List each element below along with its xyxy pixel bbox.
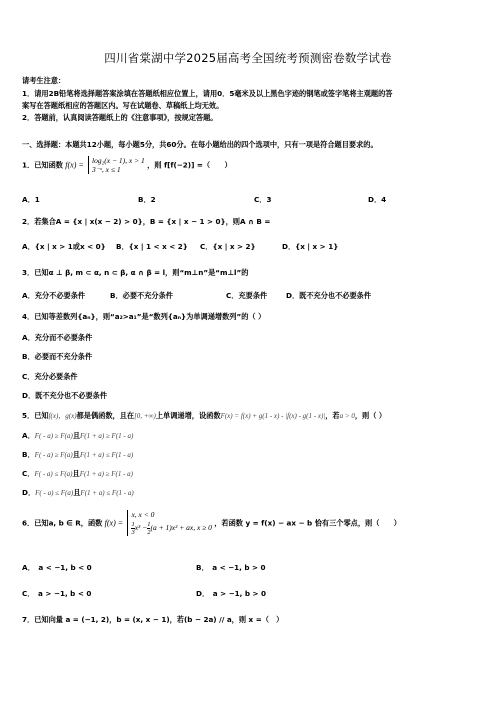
q6-frac1-den: 3	[131, 529, 135, 536]
q2-option-d[interactable]: D．{x | x > 1}	[282, 242, 339, 251]
q6-prefix: 6．已知a, b ∈ R，函数	[22, 518, 103, 528]
q5-option-a[interactable]	[22, 431, 133, 441]
q5-stem-g: ，若	[325, 411, 340, 420]
q3-option-b[interactable]: B．必要不充分条件	[110, 291, 173, 300]
question-5	[22, 411, 386, 421]
q5-option-d-label: D．	[22, 488, 36, 497]
q5-option-b-label: B．	[22, 450, 35, 459]
q6-option-d[interactable]: D． a > −1, b > 0	[196, 589, 267, 598]
q5-stem-h: a > 0	[339, 412, 355, 420]
q5-option-b-part2: F(1 + a) ≤ F(1 - a)	[79, 451, 134, 459]
q3-option-d[interactable]: D．既不充分也不必要条件	[286, 291, 372, 300]
question-6	[22, 510, 401, 546]
q6-function: f(x) =	[104, 518, 124, 528]
q5-stem-d: [0, +∞)	[134, 412, 156, 420]
q2-option-c[interactable]: C．{x | x > 2}	[200, 242, 256, 251]
q5-stem-c: 都是偶函数，且在	[76, 411, 135, 420]
q1-option-c[interactable]: C．3	[254, 195, 272, 204]
q1-piecewise	[88, 156, 145, 174]
q6-case-2	[131, 521, 211, 536]
q6-option-c[interactable]: C． a > −1, b < 0	[22, 589, 92, 598]
q4-option-d[interactable]: D．既不充分也不必要条件	[22, 391, 108, 400]
question-7: 7．已知向量 a = (−1, 2)，b = (x, x − 1)，若(b − 2a) // a，则 x =（ ）	[22, 615, 284, 624]
q5-stem-i: ，则（ ）	[354, 411, 387, 420]
q2-option-a[interactable]: A．{x | x > 1或x < 0}	[22, 242, 106, 251]
q5-option-b[interactable]	[22, 450, 133, 460]
q5-option-d[interactable]	[22, 488, 134, 498]
q1-function: f(x) =	[65, 160, 84, 170]
q5-option-a-part2: F(1 + a) ≥ F(1 - a)	[80, 432, 134, 440]
q5-stem-f: F(x) = f(x) + g(1 - x) - |f(x) - g(1 - x)|	[220, 412, 326, 420]
q5-option-a-part1: F( - a) ≥ F(a)	[34, 432, 73, 440]
q5-option-c-part2: F(1 + a) ≥ F(1 - a)	[79, 470, 134, 478]
q3-option-a[interactable]: A．充分不必要条件	[22, 291, 86, 300]
question-1	[22, 156, 232, 184]
q6-case2-b: (a + 1)x² + ax, x ≥ 0	[150, 523, 212, 533]
q4-option-b[interactable]: B．必要而不充分条件	[22, 352, 93, 361]
section-heading: 一、选择题：本题共12小题，每小题5分，共60分。在每小题给出的四个选项中，只有一项是符合题目要求的。	[22, 140, 378, 149]
question-3: 3．已知α ⊥ β, m ⊂ α, n ⊂ β, α ∩ β = l，则“m⊥n”是“m⊥l”的	[22, 268, 249, 277]
question-2: 2．若集合A = {x | x(x − 2) > 0}，B = {x | x − 1 > 0}，则A ∩ B =	[22, 217, 271, 226]
q6-case2-a: x³ −	[134, 523, 148, 533]
q5-option-c-part1: F( - a) ≤ F(a)	[34, 470, 73, 478]
q5-option-a-label: A．	[22, 431, 35, 440]
q5-stem-a: 5．已知	[22, 411, 49, 420]
q6-option-a[interactable]: A． a < −1, b < 0	[22, 563, 92, 572]
q1-option-b[interactable]: B．2	[138, 195, 156, 204]
q1-case-2: 3⁻ˣ, x ≤ 1	[92, 165, 121, 174]
q5-stem-e: 上单调递增，设函数	[155, 411, 221, 420]
notice-item-2: 2．答题前，认真阅读答题纸上的《注意事项》，按规定答题。	[22, 113, 218, 122]
q6-frac1-num: 1	[131, 521, 135, 528]
q2-option-b[interactable]: B．{x | 1 < x < 2}	[116, 242, 188, 251]
q5-option-c[interactable]	[22, 469, 133, 479]
q1-suffix: ，则 f[f(−2)] =（ ）	[147, 160, 232, 170]
q5-stem-b: f(x)，g(x)	[48, 412, 77, 420]
question-4: 4．已知等差数列{aₙ}，则“a₂>a₁”是“数列{aₙ}为单调递增数列”的（ ）	[22, 312, 266, 321]
q5-option-d-and: 且	[73, 488, 81, 497]
q6-frac2-num: 1	[147, 521, 151, 528]
q5-option-b-and: 且	[72, 450, 80, 459]
notice-heading: 请考生注意：	[22, 76, 66, 85]
q1-option-d[interactable]: D．4	[368, 195, 387, 204]
q1-prefix: 1．已知函数	[22, 160, 63, 170]
q6-suffix: ，若函数 y = f(x) − ax − b 恰有三个零点，则（ ）	[214, 518, 401, 528]
q5-option-b-part1: F( - a) ≥ F(a)	[34, 451, 73, 459]
q1-option-a[interactable]: A．1	[22, 195, 40, 204]
q4-option-c[interactable]: C．充分必要条件	[22, 372, 78, 381]
page-title: 四川省棠湖中学2025届高考全国统考预测密卷数学试卷	[104, 51, 392, 65]
q5-option-a-and: 且	[72, 431, 81, 440]
q3-option-c[interactable]: C．充要条件	[226, 291, 268, 300]
q6-piecewise	[127, 510, 211, 536]
q5-option-c-and: 且	[72, 469, 80, 478]
q4-option-a[interactable]: A．充分而不必要条件	[22, 333, 93, 342]
q1-case-1: log₂(x − 1), x > 1	[92, 156, 145, 165]
q6-option-b[interactable]: B． a < −1, b > 0	[196, 563, 266, 572]
q6-frac2-den: 2	[147, 529, 151, 536]
q5-option-d-part1: F( - a) ≤ F(a)	[35, 489, 74, 497]
q5-option-c-label: C．	[22, 469, 35, 478]
notice-item-1-cont: 案写在答题纸相应的答题区内。写在试题卷、草稿纸上均无效。	[22, 101, 224, 110]
notice-item-1: 1．请用2B铅笔将选择题答案涂填在答题纸相应位置上，请用0．5毫米及以上黑色字迹的钢笔或签字笔将主观题的答	[22, 89, 393, 98]
q5-option-d-part2: F(1 + a) ≤ F(1 - a)	[80, 489, 134, 497]
q6-case-1: x, x < 0	[131, 510, 155, 519]
